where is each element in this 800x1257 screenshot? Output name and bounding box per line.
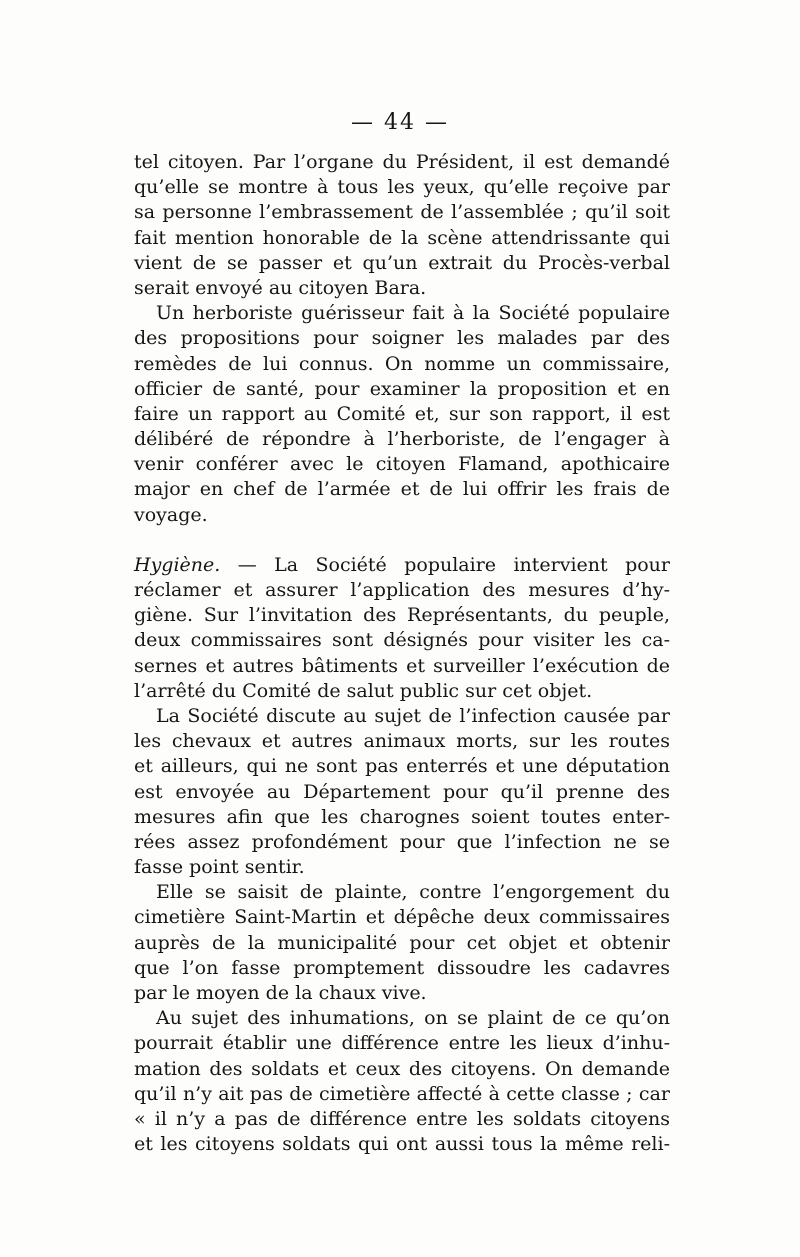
text-line: délibéré de répondre à l’herboriste, de l’engager à: [134, 428, 670, 451]
text-line: par le moyen de la chaux vive.: [134, 982, 427, 1004]
text-line: Elle se saisit de plainte, contre l’engorgement du: [156, 881, 670, 904]
text-line: remèdes de lui connus. On nomme un commissaire,: [134, 352, 670, 375]
paragraph: [134, 301, 670, 528]
text-line: réclamer et assurer l’application des mesures d’hy-: [134, 579, 670, 601]
text-line: serait envoyé au citoyen Bara.: [134, 276, 427, 299]
text-line: Au sujet des inhumations, on se plaint de ce qu’on: [156, 1007, 670, 1030]
text-line: cimetière Saint-Martin et dépêche deux commissaires: [134, 906, 670, 929]
text-line: qu’elle se montre à tous les yeux, qu’elle reçoive par: [134, 176, 670, 199]
page-number: — 44 —: [351, 110, 449, 135]
text-line: rées assez profondément pour que l’infection ne se: [134, 830, 670, 853]
text-line: sa personne l’embrassement de l’assemblée ; qu’il soit: [134, 201, 670, 224]
text-line: auprès de la municipalité pour cet objet et obtenir: [134, 931, 670, 954]
text-line: [134, 553, 670, 578]
paragraph: [134, 553, 670, 704]
text-line: faire un rapport au Comité et, sur son rapport, il est: [134, 402, 670, 425]
text-line: vient de se passer et qu’un extrait du Procès-verbal: [134, 251, 670, 274]
text-line: qu’il n’y ait pas de cimetière affecté à cette classe ; car: [134, 1082, 670, 1105]
body-text: [134, 150, 670, 1157]
text-line: mesures afin que les charognes soient toutes enter-: [134, 805, 670, 828]
text-line: fasse point sentir.: [134, 856, 305, 879]
text-line: tel citoyen. Par l’organe du Président, il est demandé: [134, 151, 670, 173]
text-line: et ailleurs, qui ne sont pas enterrés et une députation: [134, 755, 670, 778]
text-line: des propositions pour soigner les malades par des: [134, 327, 670, 350]
text-line: deux commissaires sont désignés pour visiter les ca-: [134, 629, 670, 652]
text-line: giène. Sur l’invitation des Représentants, du peuple,: [134, 604, 670, 627]
paragraph: [134, 880, 670, 1006]
section-spacer: [134, 528, 670, 553]
text-line: sernes et autres bâtiments et surveiller l’exécution de: [134, 654, 670, 677]
paragraph: [134, 1006, 670, 1157]
text-line: est envoyée au Département pour qu’il prenne des: [134, 780, 670, 803]
text-line: officier de santé, pour examiner la proposition et en: [134, 377, 670, 400]
text-line: pourrait établir une différence entre les lieux d’inhu-: [134, 1032, 670, 1055]
text-fragment: — La Société populaire intervient pour: [220, 553, 670, 576]
text-line: les chevaux et autres animaux morts, sur les routes: [134, 730, 670, 753]
text-line: fait mention honorable de la scène attendrissante qui: [134, 226, 670, 249]
text-line: mation des soldats et ceux des citoyens. On demande: [134, 1057, 670, 1080]
text-line: venir conférer avec le citoyen Flamand, apothicaire: [134, 453, 670, 476]
paragraph: [134, 150, 670, 301]
text-line: l’arrêté du Comité de salut public sur cet objet.: [134, 679, 593, 702]
text-line: voyage.: [134, 503, 208, 526]
text-line: « il n’y a pas de différence entre les soldats citoyens: [134, 1107, 670, 1130]
text-line: major en chef de l’armée et de lui offrir les frais de: [134, 478, 670, 501]
text-line: que l’on fasse promptement dissoudre les cadavres: [134, 956, 670, 979]
text-line: et les citoyens soldats qui ont aussi tous la même reli-: [134, 1133, 670, 1156]
text-line: Un herboriste guérisseur fait à la Société populaire: [156, 302, 670, 325]
text-line: La Société discute au sujet de l’infection causée par: [156, 704, 670, 727]
paragraph: [134, 704, 670, 880]
section-heading: Hygiène.: [134, 553, 221, 576]
